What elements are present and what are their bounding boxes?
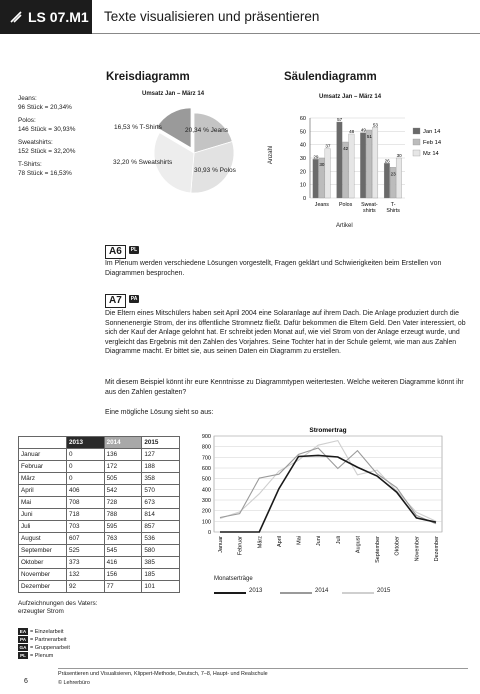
line-y-tick: 300 (201, 498, 211, 504)
bar-data-label: 30 (319, 162, 325, 167)
footer-rule (58, 668, 468, 669)
table-cell-value: 788 (104, 509, 142, 521)
table-cell-value: 0 (67, 449, 105, 461)
line-y-tick: 200 (201, 508, 211, 515)
bar (349, 134, 355, 198)
table-row (19, 449, 180, 461)
legend-swatch-2013 (214, 592, 246, 594)
bar-y-tick: 60 (299, 116, 306, 122)
social-form-legend (18, 628, 70, 660)
table-caption: Aufzeichnungen des Vaters: erzeugter Strom (18, 600, 98, 615)
pie-slices (154, 108, 234, 193)
table-cell-month: April (19, 485, 67, 497)
lesson-code: LS 07.M1 (28, 9, 89, 25)
legend-label-2015: 2015 (377, 588, 391, 594)
bar-heading: Säulendiagramm (284, 71, 377, 83)
legend-ga: GA = Gruppenarbeit (19, 645, 70, 651)
bar-y-tick: 0 (302, 196, 306, 202)
table-row (19, 485, 180, 497)
table-cell-value: 373 (67, 557, 105, 569)
legend-pl: PL = Plenum (18, 652, 70, 660)
task-a6-label: A6 (105, 245, 126, 259)
table-cell-value: 416 (104, 557, 142, 569)
pie-label-tshirts: 16,53 % T-Shirts (114, 124, 162, 131)
table-cell-value: 101 (142, 581, 180, 593)
bar-legend-label: Mz 14 (423, 151, 439, 157)
table-cell-month: Oktober (19, 557, 67, 569)
table-cell-value: 136 (104, 449, 142, 461)
pie-stats (18, 94, 98, 178)
table-cell-month: Juni (19, 509, 67, 521)
table-row (19, 473, 180, 485)
table-cell-value: 406 (67, 485, 105, 497)
table-cell-value: 814 (142, 509, 180, 521)
line-y-tick: 700 (201, 455, 211, 462)
table-cell-month: Januar (19, 449, 67, 461)
bar-ylabel: Anzahl (268, 145, 275, 165)
bar-category-label: T- (390, 202, 396, 208)
bar-y-tick: 10 (299, 182, 306, 189)
table-cell-value: 763 (104, 533, 142, 545)
table-cell-value: 525 (67, 545, 105, 557)
table-row (19, 497, 180, 509)
table-body (19, 449, 180, 593)
line-x-tick: September (375, 536, 382, 563)
table-cell-value: 580 (142, 545, 180, 557)
legend-swatch-2014 (280, 592, 312, 594)
table-header-2014: 2014 (104, 437, 142, 449)
table-cell-month: August (19, 533, 67, 545)
table-row (19, 581, 180, 593)
bar (384, 163, 390, 198)
line-x-tick: Juni (316, 536, 323, 547)
table-header-2015: 2015 (142, 437, 180, 449)
line-y-tick: 600 (201, 466, 211, 472)
bar-legend-swatch (413, 150, 420, 156)
stat-jeans: Jeans: 96 Stück = 20,34% (18, 95, 72, 111)
table-cell-value: 172 (104, 461, 142, 473)
bar (325, 149, 331, 198)
table-cell-value: 385 (142, 557, 180, 569)
table-cell-value: 127 (142, 449, 180, 461)
bar-y-tick: 20 (299, 169, 306, 176)
pie-heading: Kreisdiagramm (106, 71, 190, 83)
pie-label-sweatshirts: 32,20 % Sweatshirts (113, 159, 173, 166)
task-a6-text: Im Plenum werden verschiedene Lösungen vorgestellt, Fragen geklärt und Schwierigkeiten beim Erstellen von Diagrammen besprochen. (105, 260, 442, 277)
bar-legend-label: Jan 14 (423, 129, 441, 135)
line-x-tick: April (276, 536, 283, 548)
bar-legend-swatch (413, 128, 420, 134)
bar-data-label: 30 (396, 153, 402, 158)
pie-subtitle: Umsatz Jan – März 14 (142, 91, 205, 97)
line-x-tick: Juli (335, 536, 342, 545)
bar (366, 130, 372, 198)
bar-xlabel: Artikel (336, 223, 353, 229)
table-cell-value: 358 (142, 473, 180, 485)
line-x-tick: November (414, 536, 421, 562)
bar-legend-label: Feb 14 (423, 140, 442, 146)
footer-copyright: © Lehrerbüro (58, 680, 90, 686)
table-row (19, 533, 180, 545)
task-a7-paragraph-2: Mit diesem Beispiel könnt ihr eure Kenntnisse zu Diagrammtypen weitertesten. Welche weiteren Diagramme könnt ihr aus den Zahlen gestalten? (105, 379, 464, 396)
legend-ea: EA = Einzelarbeit (19, 629, 64, 635)
bar-data-label: 57 (337, 117, 343, 122)
stat-polos: Polos: 146 Stück = 30,93% (18, 117, 76, 133)
bar (360, 133, 366, 198)
stat-tshirts: T-Shirts: 78 Stück = 16,53% (18, 161, 72, 177)
line-x-tick: März (257, 536, 264, 549)
pie-chart (110, 98, 280, 208)
line-chart-title: Stromertrag (309, 427, 347, 434)
line-x-tick: Mai (296, 536, 303, 545)
bar-chart (270, 102, 470, 232)
task-a6-tag (105, 241, 139, 259)
table-header-row (19, 437, 180, 449)
line-legend (214, 588, 454, 598)
task-a7-paragraph-3: Eine mögliche Lösung sieht so aus: (105, 409, 214, 416)
table-row (19, 521, 180, 533)
bar-data-label: 23 (390, 171, 396, 177)
table-row (19, 461, 180, 473)
bar-category-label: Sweat- (361, 202, 378, 208)
table-cell-value: 545 (104, 545, 142, 557)
table-cell-value: 185 (142, 569, 180, 581)
pie-label-polos: 30,93 % Polos (194, 167, 236, 174)
power-data-table (18, 436, 180, 593)
table-cell-month: März (19, 473, 67, 485)
bar-data-label: 51 (366, 134, 372, 139)
footer-source: Präsentieren und Visualisieren, Klippert-Methode, Deutsch, 7–8, Haupt- und Realschule (58, 671, 268, 677)
line-x-tick: Februar (237, 536, 244, 556)
line-y-tick: 100 (201, 519, 211, 526)
bar (337, 122, 343, 198)
table-cell-value: 718 (67, 509, 105, 521)
bar-subtitle: Umsatz Jan – März 14 (319, 94, 382, 100)
bar-data-label: 26 (384, 158, 390, 164)
table-cell-value: 0 (67, 473, 105, 485)
bar-data-label: 37 (325, 143, 331, 149)
line-y-tick: 400 (201, 487, 211, 494)
bar-data-label: 42 (343, 146, 349, 151)
table-cell-value: 188 (142, 461, 180, 473)
lesson-arrow-icon (10, 11, 22, 23)
line-y-tick: 0 (207, 530, 211, 536)
line-legend-title: Monatserträge (214, 576, 253, 582)
line-y-tick: 800 (201, 444, 211, 451)
bar (372, 127, 378, 198)
line-x-tick: Dezember (434, 536, 440, 562)
table-cell-value: 156 (104, 569, 142, 581)
line-x-tick: Oktober (394, 536, 401, 556)
line-plot-area (214, 436, 442, 532)
bar-data-label: 48 (349, 129, 355, 134)
page-number: 6 (24, 678, 28, 685)
table-cell-value: 536 (142, 533, 180, 545)
task-a7-pill: PA (130, 295, 138, 302)
table-cell-month: Februar (19, 461, 67, 473)
table-cell-month: September (19, 545, 67, 557)
legend-pa: PA = Partnerarbeit (19, 637, 67, 643)
table-cell-value: 703 (67, 521, 105, 533)
bar-data-label: 53 (372, 122, 378, 128)
task-a7-paragraph-1: Die Eltern eines Mitschülers haben seit April 2004 eine Solaranlage auf ihrem Dach. Die Anlage produziert durch die Sonnenenergie Strom, der ins öffentliche Stromnetz fließt. Dafür bekommen die Eltern Geld. Den Vater interessiert, ob sich der Kauf der Anlage gelohnt hat. Er schreibt jeden Monat auf, wie viel Strom von der Anlage erzeugt wurde, und vergleicht das Ergebnis mit den Zahlen des Vorjahres. Seine Tochter hat in der Schule gelernt, wie man aus Zahlen Diagramme macht. Er bittet sie, aus seinen Daten ein Diagramm zu erstellen. (105, 310, 466, 356)
task-a7-label: A7 (105, 294, 126, 308)
bar-category-label: Polos (339, 202, 353, 208)
table-row (19, 557, 180, 569)
table-row (19, 569, 180, 581)
table-cell-month: Mai (19, 497, 67, 509)
legend-label-2013: 2013 (249, 588, 263, 594)
task-a6-pill: PL (130, 246, 138, 253)
table-row (19, 509, 180, 521)
stat-sweatshirts: Sweatshirts: 152 Stück = 32,20% (18, 139, 76, 155)
table-cell-value: 857 (142, 521, 180, 533)
legend-label-2014: 2014 (315, 588, 329, 594)
table-cell-value: 0 (67, 461, 105, 473)
table-cell-value: 673 (142, 497, 180, 509)
table-cell-month: Dezember (19, 581, 67, 593)
line-y-tick: 500 (201, 476, 211, 483)
bar-data-label: 49 (360, 127, 366, 133)
bar-category-label: Shirts (386, 208, 400, 214)
page-title: Texte visualisieren und präsentieren (104, 9, 320, 24)
task-a7-tag (105, 290, 139, 308)
lesson-tag (0, 0, 92, 34)
bar-data-label: 29 (313, 154, 319, 160)
line-x-tick: Januar (218, 536, 224, 553)
table-cell-value: 728 (104, 497, 142, 509)
bar-y-tick: 30 (299, 156, 306, 162)
bar (313, 159, 319, 198)
table-cell-value: 77 (104, 581, 142, 593)
table-cell-value: 570 (142, 485, 180, 497)
table-cell-value: 542 (104, 485, 142, 497)
line-y-tick: 900 (201, 434, 211, 440)
line-x-tick: August (355, 536, 362, 554)
table-row (19, 545, 180, 557)
table-cell-value: 708 (67, 497, 105, 509)
table-cell-value: 92 (67, 581, 105, 593)
bar-y-tick: 40 (299, 142, 306, 149)
table-cell-value: 505 (104, 473, 142, 485)
table-cell-value: 607 (67, 533, 105, 545)
legend-swatch-2015 (342, 592, 374, 594)
pie-label-jeans: 20,34 % Jeans (185, 127, 229, 134)
bar-y-tick: 50 (299, 129, 306, 136)
table-cell-value: 132 (67, 569, 105, 581)
table-cell-month: Juli (19, 521, 67, 533)
bar-category-label: Jeans (314, 202, 329, 208)
table-header-2013: 2013 (67, 437, 105, 449)
bar-category-label: shirts (363, 208, 376, 214)
bar-legend-swatch (413, 139, 420, 145)
bar (396, 158, 402, 198)
table-header-empty (19, 437, 67, 449)
table-cell-month: November (19, 569, 67, 581)
table-cell-value: 595 (104, 521, 142, 533)
